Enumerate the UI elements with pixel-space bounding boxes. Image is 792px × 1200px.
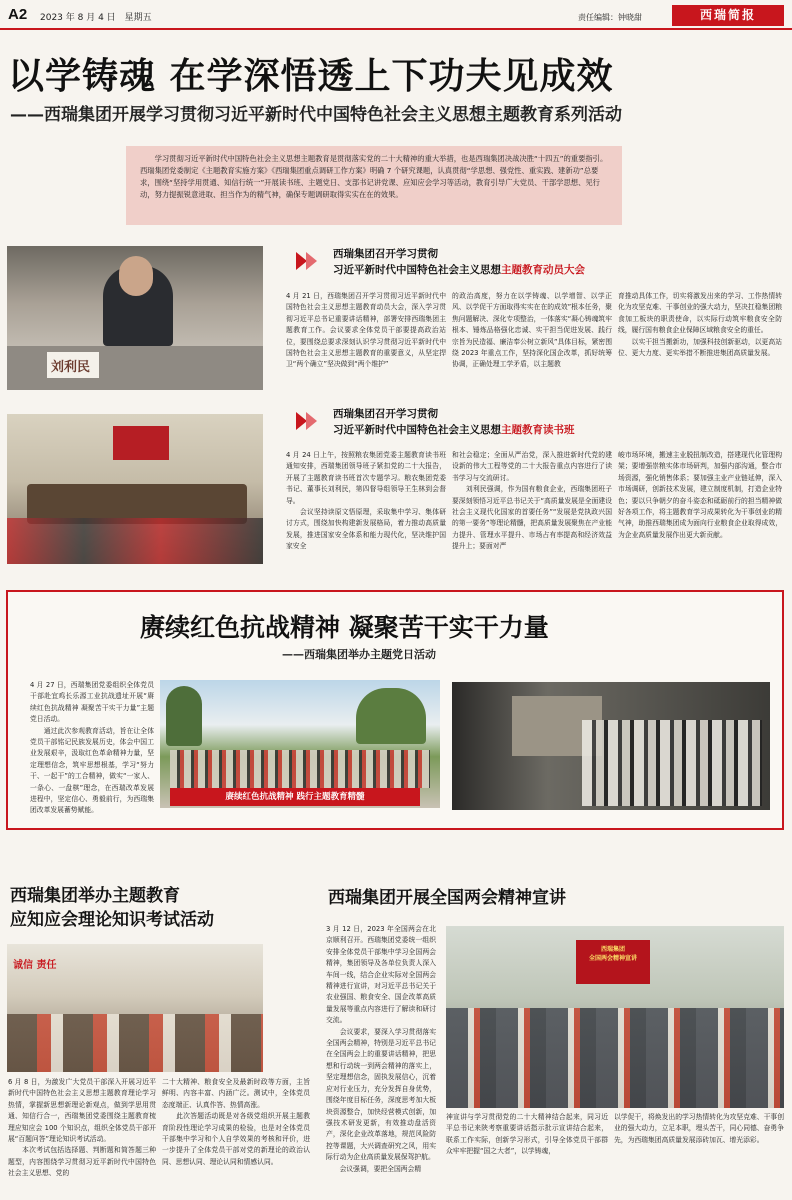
article1-column-1: 4 月 21 日，西瑞集团召开学习贯彻习近平新时代中国特色社会主义思想主题教育动员大会，深入学习贯彻习近平总书记重要讲话精神，部署安排西瑞集团主题教育工作。会议要求全体党员干部要提高政治站位，要围绕总要求深刻认识学习贯彻习近平新时代中国特色社会主义思想主题教育的重要意义，从坚定捍卫“两个确立”坚决做到“两个维护” <box>286 292 446 369</box>
feature-body: 4 月 27 日，西瑞集团党委组织全体党员干部赴宜鸡长乐源工业抗战遗址开展“赓续红色抗战精神 凝聚苦干实干力量”主题党日活动。 通过此次参观教育活动，旨在让全体党员干部铭记民族发展历史，体会中国工业发展艰辛，汲取红色革命精神力量，坚定理想信念，筑牢思想根基，学习“努力干、一起干”的工合精神，做实“一家人、一条心、一盘棋”理念，在西瑞改革发展进程中，坚定信心、勇毅前行，为西瑞集团改革发展蓄势赋能。 <box>30 681 154 815</box>
tree-left <box>166 686 202 746</box>
audience <box>446 1008 784 1108</box>
group-people <box>170 750 430 788</box>
article2-column-1: 4 月 24 日上午，按照粮农集团党委主题教育读书班通知安排，西瑞集团领导班子紧扣党的二十大报告，开展了主题教育读书班首次专题学习。粮农集团党委书记、董事长刘利民，第四督导组领导王生林到会督导。 会议坚持读原文悟原理，采取集中学习、集体研讨方式，围绕加快构建新发展格局，着力推动高质量发展，推进国家安全体系和能力现代化，坚决维护国家安全 <box>286 451 446 551</box>
article4-column-2: 神宣讲与学习贯彻党的二十大精神结合起来，同习近平总书记来陕考察重要讲话指示批示宣讲结合起来，联系工作实际，创新学习形式，引导全体党员干部群众牢牢把握“国之大者”，以学铸魂， <box>446 1113 608 1156</box>
article2-column-2: 和社会稳定；全面从严治党，深入推进新时代党的建设新的伟大工程等党的二十大报告重点内容进行了读书学习与交流研讨。 刘利民强调，作为国有粮食企业，西瑞集团班子要深刻领悟习近平总书记关于“高质量发展是全面建设社会主义现代化国家的首要任务”“发展是党执政兴国的第一要务”等理论精髓，把高质量发展聚焦在产业能力提升、管理水平提升、市场占有率提高和经济效益提升上；要面对严 <box>452 451 612 551</box>
reading-class-photo <box>7 414 263 564</box>
main-subheadline: ——西瑞集团开展学习贯彻习近平新时代中国特色社会主义思想主题教育系列活动 <box>10 105 622 125</box>
article4-column-3: 以学促干，将焕发出的学习热情转化为攻坚克难、干事创业的强大动力，立足本职，埋头苦干，同心同德、奋勇争先，为西瑞集团高质量发展添砖加瓦、增光添彩。 <box>614 1113 784 1144</box>
speaker-head <box>119 256 153 296</box>
podium <box>7 346 263 390</box>
wall-slogan: 诚信 责任 <box>13 960 57 971</box>
article2-heading-line2 <box>333 422 575 438</box>
main-headline: 以学铸魂 在学深悟透上下功夫见成效 <box>8 56 614 97</box>
article4-column-1: 3 月 12 日，2023 年全国两会在北京顺利召开。西瑞集团党委统一组织安排全体党员干部集中学习全国两会精神，集团领导及各单位负责人深入车间一线，结合企业实际对全国两会精神进行宣讲，对习近平总书记关于农业强国、粮食安全、国企改革高质量发展等重点内容进行了解读和研讨交流。 会议要求，要深入学习贯彻落实全国两会精神，特别是习近平总书记在全国两会上的重要讲话精神，把思想和行动统一到两会精神的落实上，坚定理想信念，固执发展信心，沉着应对行业压力，充分发挥自身优势，围绕年度目标任务，深度思考加大板块资源整合，加快经营模式创新，加强技术研发更新，有效推动盘活资产，深化企业改革落地，规范风险防控等课题，大兴调查研究之风，用实际行动为企业高质量发展保驾护航。 会议强调，要把全国两会精 <box>326 925 436 1173</box>
nameplate-label: 刘利民 <box>51 360 91 375</box>
article1-column-2: 的政治高度，努力在以学铸魂、以学增智、以学正风、以学促干方面取得实实在在的成效”根本任务，聚焦问题解决、深化专项整治，一体落实“凝心铸魂筑牢根本、锤炼品格强化忠诚、实干担当促进发展、践行宗旨为民造福、廉洁奉公树立新风”具体目标，紧密围绕 2023 年重点工作，坚持深化国企改革，抓好统筹协调，正确处理工学矛盾，以主题教 <box>452 292 612 369</box>
newspaper-logo: 西瑞简报 <box>672 5 784 26</box>
article2-heading-line1: 西瑞集团召开学习贯彻 <box>333 408 438 420</box>
article2-heading-red: 主题教育读书班 <box>501 424 575 436</box>
article1-heading-line2 <box>333 262 585 278</box>
feature-subtitle: ——西瑞集团举办主题党日活动 <box>282 648 436 661</box>
attendees <box>7 518 263 564</box>
article3-title-line2: 应知应会理论知识考试活动 <box>10 910 214 930</box>
screen-text: 西瑞集团 全国两会精神宣讲 <box>588 946 637 962</box>
visitors <box>582 720 762 806</box>
article4-title: 西瑞集团开展全国两会精神宣讲 <box>328 888 566 908</box>
article3-column-1: 6 月 8 日，为激发广大党员干部深入开展习近平新时代中国特色社会主义思想主题教育理论学习热情，掌握新思想新理论新观点，做到学思用贯通、知信行合一，西瑞集团党委围绕主题教育梳理应知应会 100 个知识点，组织全体党员干部开展“百题问答”理论知识考试活动。 本次考试包括选择题、判断题和简答题三种题型，内容围绕学习贯彻习近平新时代中国特色社会主义思想、党的 <box>8 1078 156 1178</box>
red-arrow-icon <box>306 252 317 270</box>
banner-text: 赓续红色抗战精神 践行主题教育精髓 <box>225 792 365 802</box>
tree-right <box>356 688 426 744</box>
red-arrow-icon <box>306 412 317 430</box>
article1-heading-line1: 西瑞集团召开学习贯彻 <box>333 248 438 260</box>
article1-column-3: 育推动具体工作，切实将激发出来的学习、工作热情转化为攻坚克难、干事创业的强大动力，坚决扛稳集团粮食加工板块的职责使命，以实际行动筑牢粮食安全防线，履行国有粮食企业保障区域粮食安全的重任。 以实干担当搬新功，加强科技创新驱动，以更高站位、更大力度、更实举措不断推进集团高质量发展。 <box>618 292 782 358</box>
group-photo <box>160 680 440 808</box>
editor-credit: 责任编辑：钟晓甜 <box>578 13 642 22</box>
projection-screen <box>113 426 169 460</box>
article2-heading-text: 习近平新时代中国特色社会主义思想 <box>333 424 501 436</box>
article3-column-2: 二十大精神、粮食安全及最新时政等方面，主旨鲜明、内容丰富、内涵广泛。测试中，全体党员态度端正、认真作答、热情高涨。 此次答题活动既是对各级党组织开展主题教育阶段性理论学习成果的检验，也是对全体党员干部集中学习和个人自学效果的考核和评价，进一步提升了全体党员干部对党的新理论的政治认同、思想认同、理论认同和情感认同。 <box>162 1078 310 1166</box>
intro-box: 学习贯彻习近平新时代中国特色社会主义思想主题教育是贯彻落实党的二十大精神的重大举措，也是西瑞集团决战决胜“十四五”的重要指引。西瑞集团党委制定《主题教育实施方案》《西瑞集团重点调研工作方案》明确 7 个研究课题，认真贯彻“学思想、强党性、重实践、建新功”总要求，围绕“坚持学用贯通、知信行统一”开展读书班、主题党日、支部书记讲党课、应知应会学习等活动，教育引导广大党员、干部学思想、见行动，努力提振锐意进取、担当作为的精气神，确保专题调研取得实实在在的效果。 <box>126 146 622 225</box>
article3-title-line1: 西瑞集团举办主题教育 <box>10 886 180 906</box>
lecture-photo <box>446 926 784 1108</box>
article1-heading-red: 主题教育动员大会 <box>501 264 585 276</box>
article2-column-3: 峻市场环境，搬速主业脱扭制改造，搭建现代化管理构架；要增强崇粮实体市场研判，加强内部沟通，整合市场资源，强化销售体系；要加强主业产业链延伸，深入市场调研，创新技术发展，建立制度机制，打造企业特色；要以只争朝夕的奋斗姿态和砥砺前行的担当精神做好各项工作，将主题教育学习成果转化为干事创业的精气神，助推西瑞集团成为面向行业粮食企业取得成效，为企业高质量发展作出更大新贡献。 <box>618 451 782 539</box>
exam-photo <box>7 944 263 1072</box>
exhibition-photo <box>452 682 770 810</box>
article1-heading-text: 习近平新时代中国特色社会主义思想 <box>333 264 501 276</box>
mobilization-meeting-photo <box>7 246 263 390</box>
issue-date: 2023 年 8 月 4 日 星期五 <box>40 13 152 23</box>
exam-desks <box>7 1014 263 1072</box>
feature-title: 赓续红色抗战精神 凝聚苦干实干力量 <box>140 613 549 642</box>
page-number: A2 <box>8 6 28 23</box>
